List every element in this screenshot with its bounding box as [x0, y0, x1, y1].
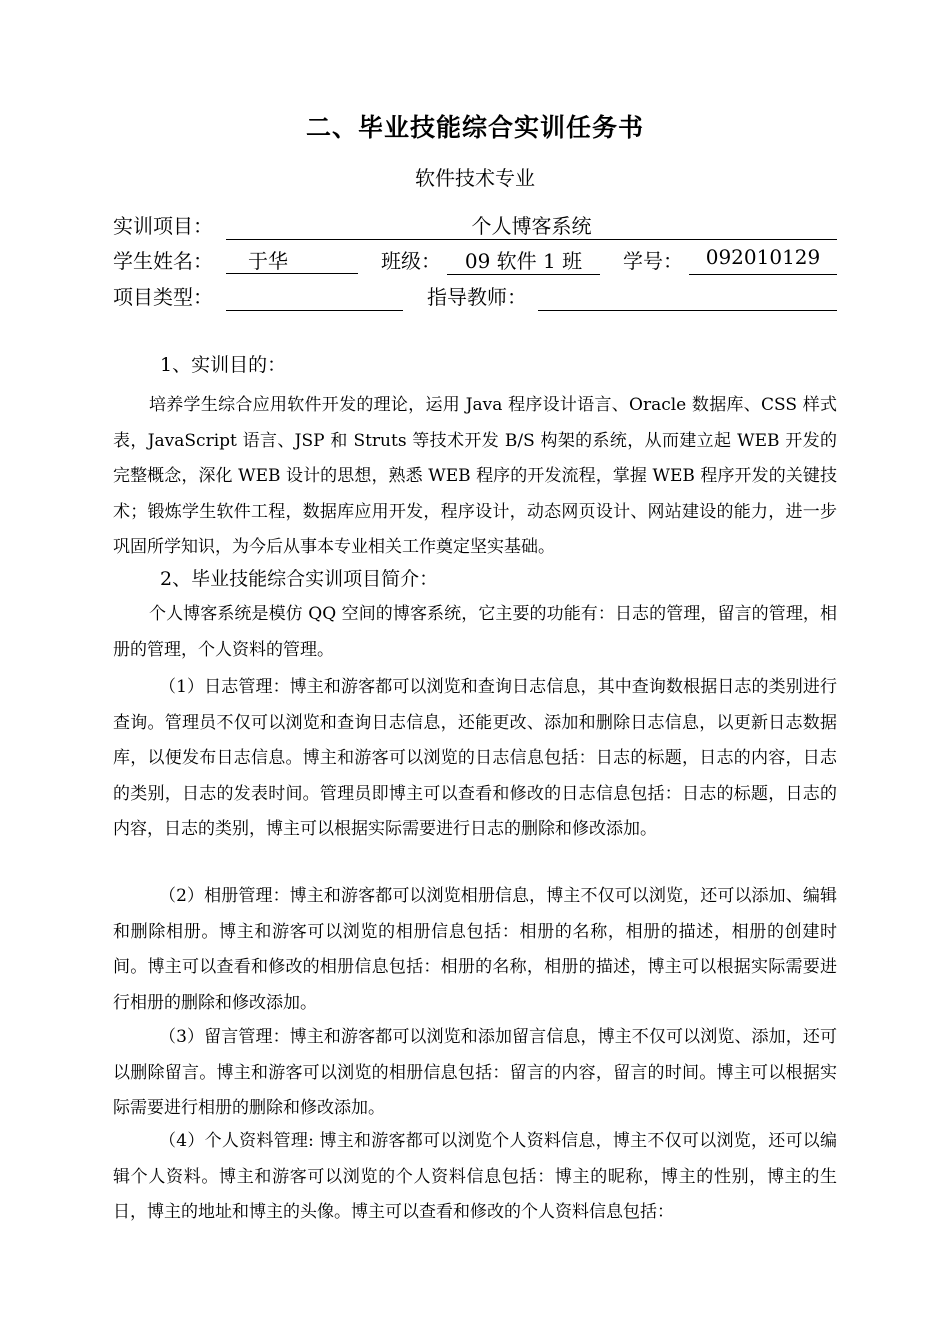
name-label: 学生姓名： [113, 249, 213, 273]
section2-heading: 2、毕业技能综合实训项目简介： [160, 568, 439, 590]
section2-intro: 个人博客系统是模仿 QQ 空间的博客系统，它主要的功能有：日志的管理，留言的管理，相册的管理，个人资料的管理。 [113, 604, 837, 660]
student-row [113, 245, 837, 275]
class-value: 09 软件 1 班 [447, 245, 600, 275]
id-label: 学号： [623, 249, 683, 273]
project-value: 个人博客系统 [226, 210, 837, 240]
type-row [113, 281, 837, 311]
project-row [113, 210, 837, 240]
section1-heading: 1、实训目的： [160, 354, 287, 376]
document-subtitle: 软件技术专业 [415, 166, 535, 190]
log-management-paragraph: （1）日志管理：博主和游客都可以浏览和查询日志信息，其中查询数根据日志的类别进行查询。管理员不仅可以浏览和查询日志信息，还能更改、添加和删除日志信息，以更新日志数据库，以便发布日志信息。博主和游客可以浏览的日志信息包括：日志的标题，日志的内容，日志的类别，日志的发表时间。管理员即博主可以查看和修改的日志信息包括：日志的标题，日志的内容，日志的类别，博主可以根据实际需要进行日志的删除和修改添加。 [113, 677, 837, 839]
class-label: 班级： [381, 249, 441, 273]
document-title: 二、毕业技能综合实训任务书 [305, 113, 644, 142]
type-value [226, 281, 403, 311]
profile-management-paragraph: （4）个人资料管理: 博主和游客都可以浏览个人资料信息，博主不仅可以浏览，还可以编辑个人资料。博主和游客可以浏览的个人资料信息包括：博主的昵称，博主的性别，博主的生日，博主的地址和博主的头像。博主可以查看和修改的个人资料信息包括： [113, 1131, 837, 1222]
album-management-paragraph: （2）相册管理：博主和游客都可以浏览相册信息，博主不仅可以浏览，还可以添加、编辑和删除相册。博主和游客可以浏览的相册信息包括：相册的名称，相册的描述，相册的创建时间。博主可以查看和修改的相册信息包括：相册的名称，相册的描述，博主可以根据实际需要进行相册的删除和修改添加。 [113, 886, 837, 1013]
id-value: 092010129 [689, 245, 837, 275]
name-value: 于华 [226, 245, 358, 274]
teacher-value [538, 281, 837, 311]
type-label: 项目类型： [113, 285, 213, 309]
teacher-label: 指导教师： [427, 285, 527, 309]
message-management-paragraph: （3）留言管理：博主和游客都可以浏览和添加留言信息，博主不仅可以浏览、添加，还可以删除留言。博主和游客可以浏览的相册信息包括：留言的内容，留言的时间。博主可以根据实际需要进行相册的删除和修改添加。 [113, 1027, 837, 1118]
section1-paragraph: 培养学生综合应用软件开发的理论，运用 Java 程序设计语言、Oracle 数据库、CSS 样式表，JavaScript 语言、JSP 和 Struts 等技术开发 B/S 构架的系统，从而建立起 WEB 开发的完整概念，深化 WEB 设计的思想，熟悉 WEB 程序的开发流程，掌握 WEB 程序开发的关键技术；锻炼学生软件工程，数据库应用开发，程序设计，动态网页设计、网站建设的能力，进一步巩固所学知识，为今后从事本专业相关工作奠定坚实基础。 [113, 395, 837, 557]
project-label: 实训项目： [113, 214, 213, 238]
